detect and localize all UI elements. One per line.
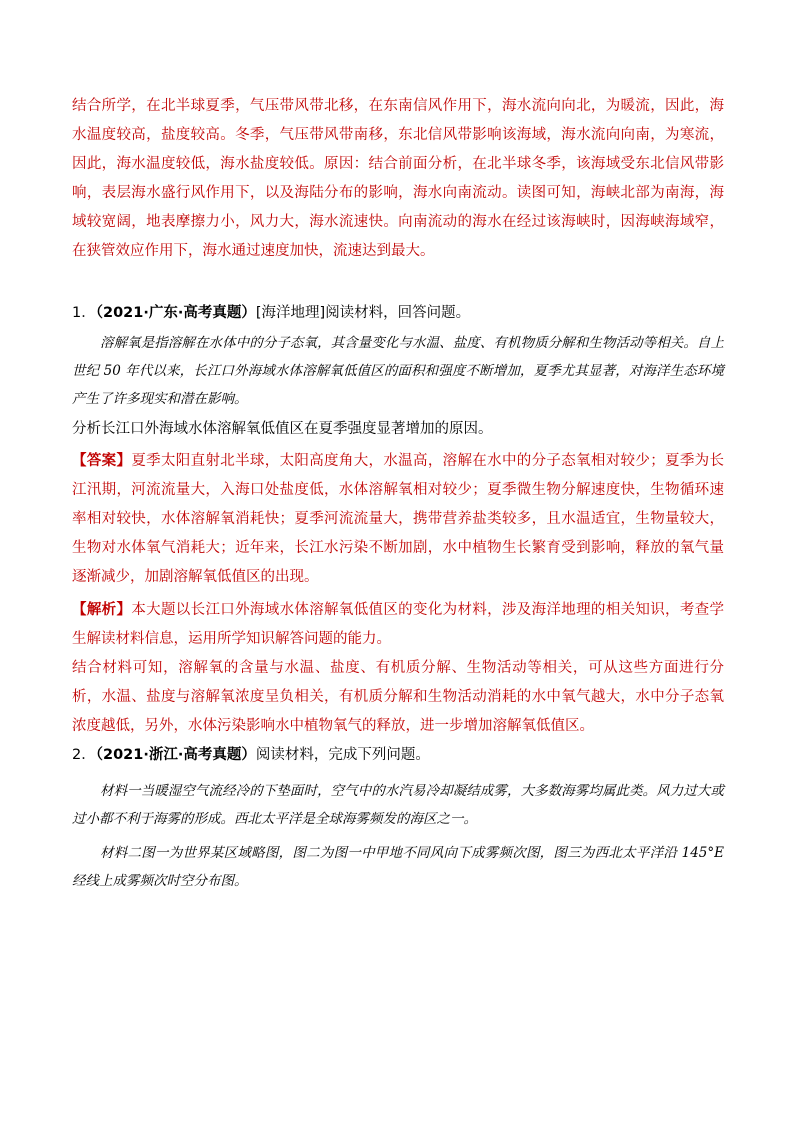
question-2-material-1: 材料一当暖湿空气流经冷的下垫面时，空气中的水汽易冷却凝结成雾，大多数海雾均属此类。风力过大或过小都不利于海雾的形成。西北太平洋是全球海雾频发的海区之一。 [72, 783, 724, 827]
question-2-source: （2021·浙江·高考真题） [95, 747, 256, 763]
intro-paragraph: 结合所学，在北半球夏季，气压带风带北移，在东南信风作用下，海水流向向北，为暖流，因此，海水温度较高，盐度较高。冬季，气压带风带南移，东北信风带影响该海域，海水流向向南，为寒流，因此，海水温度较低，海水盐度较低。原因：结合前面分析，在北半球冬季，该海域受东北信风带影响，表层海水盛行风作用下，以及海陆分布的影响，海水向南流动。读图可知，海峡北部为南海，海域较宽阔，地表摩擦力小，风力大，海水流速快。向南流动的海水在经过该海峡时，因海峡海域窄，在狭管效应作用下，海水通过速度加快，流速达到最大。 [72, 98, 724, 259]
section-gap [72, 266, 724, 295]
question-1-number: 1． [72, 305, 96, 321]
answer-text: 夏季太阳直射北半球，太阳高度角大，水温高，溶解在水中的分子态氧相对较少；夏季为长江汛期，河流流量大，入海口处盐度低，水体溶解氧相对较少；夏季微生物分解速度快，生物循环速率相对较快，水体溶解氧消耗快；夏季河流流量大，携带营养盐类较多，且水温适宜，生物量较大，生物对水体氧气消耗大；近年来，长江水污染不断加剧，水中植物生长繁育受到影响，释放的氧气量逐渐减少，加剧溶解氧低值区的出现。 [72, 453, 725, 585]
question-2-instruction: 阅读材料，完成下列问题。 [255, 747, 430, 763]
question-1-tag: [海洋地理] [255, 305, 326, 321]
analysis-text: 本大题以长江口外海域水体溶解氧低值区的变化为材料，涉及海洋地理的相关知识，考查学生解读材料信息，运用所学知识解答问题的能力。 [72, 602, 725, 647]
answer-label: 【答案】 [72, 453, 132, 469]
question-1-analysis-detail: 结合材料可知，溶解氧的含量与水温、盐度、有机质分解、生物活动等相关，可从这些方面进行分析，水温、盐度与溶解氧浓度呈负相关，有机质分解和生物活动消耗的水中氧气越大，水中分子态氧浓度越低，另外，水体污染影响水中植物氧气的释放，进一步增加溶解氧低值区。 [72, 660, 724, 734]
question-2-number: 2． [72, 747, 96, 763]
analysis-label: 【解析】 [72, 602, 132, 618]
question-1-answer [72, 447, 724, 592]
question-2-material-2: 材料二图一为世界某区域略图，图二为图一中甲地不同风向下成雾频次图，图三为西北太平洋沿 145°E 经线上成雾频次时空分布图。 [72, 845, 724, 889]
document-content [72, 92, 724, 895]
question-2-header [72, 743, 724, 767]
question-1-prompt: 分析长江口外海域水体溶解氧低值区在夏季强度显著增加的原因。 [72, 421, 493, 437]
question-1-material: 溶解氧是指溶解在水体中的分子态氧，其含量变化与水温、盐度、有机物质分解和生物活动等相关。自上世纪 50 年代以来，长江口外海域水体溶解氧低值区的面积和强度不断增加，夏季尤其显著，对海洋生态环境产生了许多现实和潜在影响。 [72, 335, 724, 407]
question-1-header [72, 301, 724, 325]
question-1-instruction: 阅读材料，回答问题。 [325, 305, 471, 321]
question-1-analysis [72, 596, 724, 654]
question-1-source: （2021·广东·高考真题） [95, 305, 256, 321]
